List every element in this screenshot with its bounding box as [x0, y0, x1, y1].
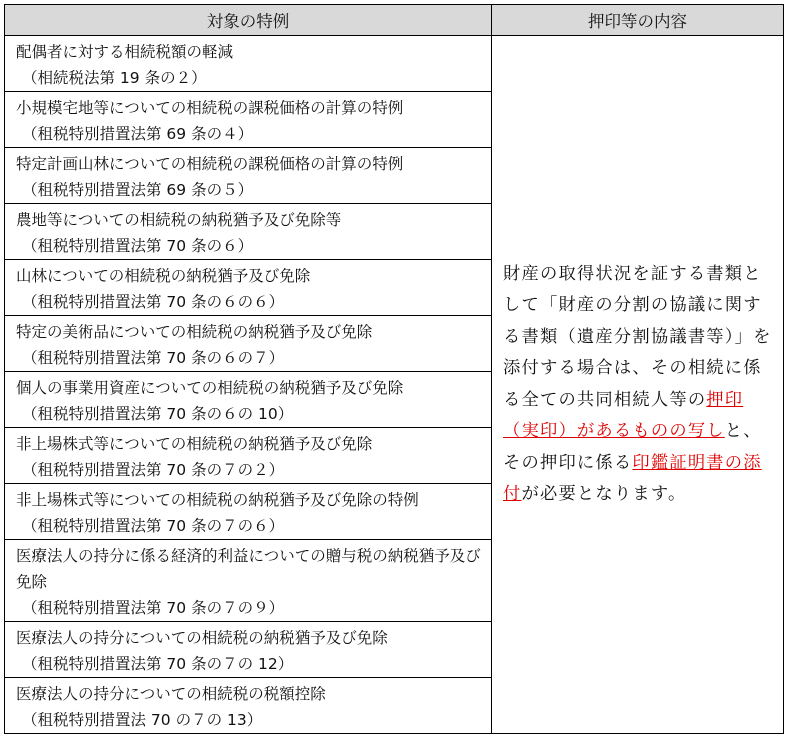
special-provisions-table: [4, 4, 784, 734]
provision-law-reference: （租税特別措置法第 70 条の６の６）: [22, 293, 285, 311]
note-emphasis-certificate: 印鑑証明書の添付: [503, 452, 762, 504]
provision-cell: [5, 260, 492, 316]
provision-cell: [5, 148, 492, 204]
provision-law-reference: （租税特別措置法第 70 条の６の７）: [22, 349, 285, 367]
provision-cell: [5, 204, 492, 260]
provision-law-reference: （租税特別措置法第 70 条の７の６）: [22, 517, 285, 535]
provision-cell: [5, 678, 492, 734]
header-target-provision: 対象の特例: [5, 5, 492, 36]
provision-cell: [5, 484, 492, 540]
provision-law-reference: （租税特別措置法 70 の７の 13）: [22, 711, 263, 729]
provision-law-reference: （相続税法第 19 条の２）: [22, 69, 207, 87]
provision-law-reference: （租税特別措置法第 70 条の７の２）: [22, 461, 285, 479]
note-text: と、その押印に係る: [503, 421, 762, 473]
note-emphasis-seal-copy: 押印（実印）があるものの写し: [503, 389, 744, 441]
table-row: [5, 36, 784, 92]
provision-cell: [5, 540, 492, 622]
provision-law-reference: （租税特別措置法第 70 条の６の 10）: [22, 405, 294, 423]
table-header-row: [5, 5, 784, 36]
provision-law-reference: （租税特別措置法第 69 条の５）: [22, 181, 254, 199]
provision-title: 特定計画山林についての相続税の課税価格の計算の特例: [16, 155, 404, 173]
provision-cell: [5, 316, 492, 372]
provision-law-reference: （租税特別措置法第 70 条の７の 12）: [22, 655, 294, 673]
provision-cell: [5, 372, 492, 428]
provision-law-reference: （租税特別措置法第 69 条の４）: [22, 125, 254, 143]
provision-cell: [5, 36, 492, 92]
provision-cell: [5, 622, 492, 678]
header-seal-content: 押印等の内容: [492, 5, 784, 36]
provision-law-reference: （租税特別措置法第 70 条の７の９）: [22, 599, 285, 617]
provision-title: 個人の事業用資産についての相続税の納税猶予及び免除: [16, 379, 404, 397]
provision-law-reference: （租税特別措置法第 70 条の６）: [22, 237, 254, 255]
provision-cell: [5, 428, 492, 484]
note-text: 財産の取得状況を証する書類として「財産の分割の協議に関する書類（遺産分割協議書等）」を添付する場合は、その相続に係る全ての共同相続人等の: [503, 263, 772, 410]
provision-title: 非上場株式等についての相続税の納税猶予及び免除: [16, 435, 373, 453]
provision-cell: [5, 92, 492, 148]
provision-title: 山林についての相続税の納税猶予及び免除: [16, 267, 311, 285]
provision-title: 医療法人の持分に係る経済的利益についての贈与税の納税猶予及び免除: [16, 547, 481, 591]
seal-requirement-note: [492, 36, 784, 734]
provision-title: 特定の美術品についての相続税の納税猶予及び免除: [16, 323, 373, 341]
provision-title: 医療法人の持分についての相続税の税額控除: [16, 685, 326, 703]
provision-title: 小規模宅地等についての相続税の課税価格の計算の特例: [16, 99, 404, 117]
note-text: が必要となります。: [521, 484, 687, 504]
provision-title: 農地等についての相続税の納税猶予及び免除等: [16, 211, 342, 229]
provision-title: 非上場株式等についての相続税の納税猶予及び免除の特例: [16, 491, 419, 509]
provision-title: 医療法人の持分についての相続税の納税猶予及び免除: [16, 629, 388, 647]
provision-title: 配偶者に対する相続税額の軽減: [16, 43, 234, 61]
